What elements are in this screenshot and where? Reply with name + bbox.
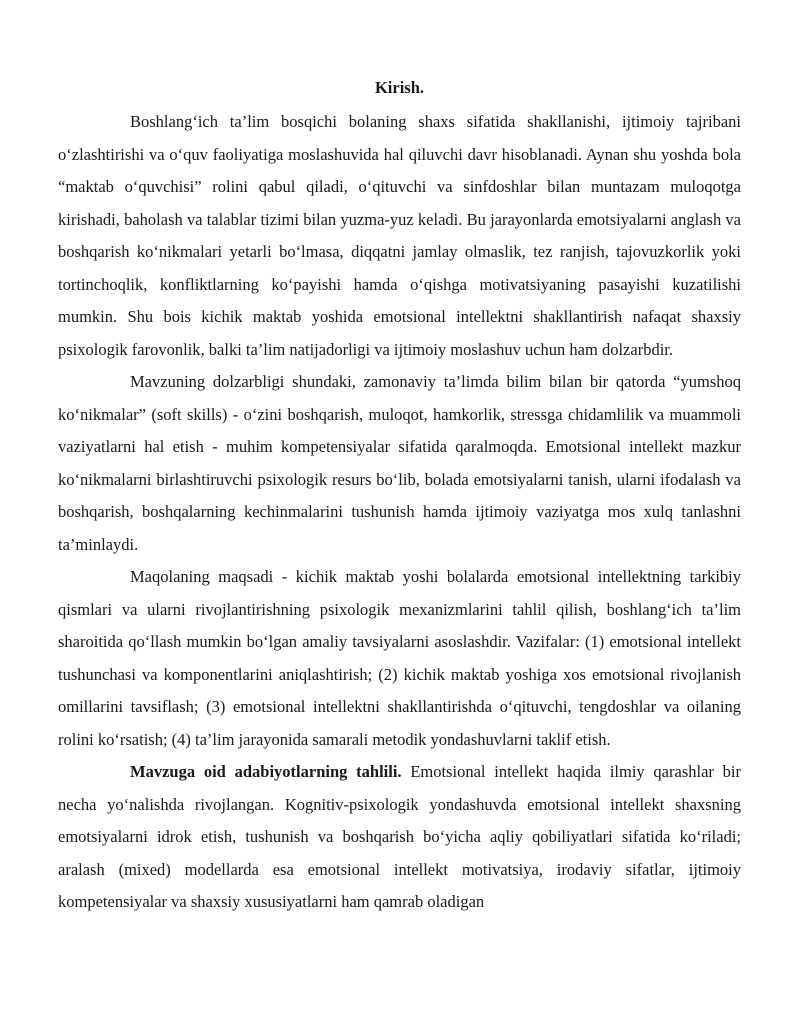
paragraph-literature-review — [58, 756, 741, 919]
paragraph-relevance: Mavzuning dolzarbligi shundaki, zamonaviy ta’limda bilim bilan bir qatorda “yumshoq ko‘nikmalar” (soft skills) - o‘zini boshqarish, muloqot, hamkorlik, stressga chidamlilik va muammoli vaziyatlarni hal etish - muhim kompetensiyalar sifatida qaralmoqda. Emotsional intellekt mazkur ko‘nikmalarni birlashtiruvchi psixologik resurs bo‘lib, bolada emotsiyalarni tanish, ularni ifodalash va boshqarish, boshqalarning kechinmalarini tushunish hamda ijtimoiy vaziyatga mos xulq tanlashni ta’minlaydi. — [58, 372, 741, 554]
literature-text: Emotsional intellekt haqida ilmiy qarashlar bir necha yo‘nalishda rivojlangan. Kognitiv-psixologik yondashuvda emotsional intellekt shaxsning emotsiyalarni idrok etish, tushunish va boshqarish bo‘yicha aqliy qobiliyatlari sifatida ko‘riladi; aralash (mixed) modellarda esa emotsional intellekt motivatsiya, irodaviy sifatlar, ijtimoiy kompetensiyalar va shaxsiy xususiyatlarni ham qamrab oladigan — [58, 762, 741, 911]
page-title: Kirish. — [374, 78, 425, 97]
section-heading: Mavzuga oid adabiyotlarning tahlili. — [130, 762, 402, 781]
document-page — [58, 69, 741, 919]
paragraph-goals: Maqolaning maqsadi - kichik maktab yoshi bolalarda emotsional intellektning tarkibiy qismlari va ularni rivojlantirishning psixologik mexanizmlarini tahlil qilish, boshlang‘ich ta’lim sharoitida qo‘llash mumkin bo‘lgan amaliy tavsiyalarni asoslashdir. Vazifalar: (1) emotsional intellekt tushunchasi va komponentlarini aniqlashtirish; (2) kichik maktab yoshiga xos emotsional rivojlanish omillarini tavsiflash; (3) emotsional intellektni shakllantirishda o‘qituvchi, tengdoshlar va oilaning rolini ko‘rsatish; (4) ta’lim jarayonida samarali metodik yondashuvlarni taklif etish. — [58, 567, 741, 749]
paragraph-introduction: Boshlang‘ich ta’lim bosqichi bolaning shaxs sifatida shakllanishi, ijtimoiy tajribani o‘zlashtirishi va o‘quv faoliyatiga moslashuvida hal qiluvchi davr hisoblanadi. Aynan shu yoshda bola “maktab o‘quvchisi” rolini qabul qiladi, o‘qituvchi va sinfdoshlar bilan muntazam muloqotga kirishadi, baholash va talablar tizimi bilan yuzma-yuz keladi. Bu jarayonlarda emotsiyalarni anglash va boshqarish ko‘nikmalari yetarli bo‘lmasa, diqqatni jamlay olmaslik, tez ranjish, tajovuzkorlik yoki tortinchoqlik, konfliktlarning ko‘payishi hamda o‘qishga motivatsiyaning pasayishi kuzatilishi mumkin. Shu bois kichik maktab yoshida emotsional intellektni shakllantirish nafaqat shaxsiy psixologik farovonlik, balki ta’lim natijadorligi va ijtimoiy moslashuv uchun ham dolzarbdir. — [58, 112, 741, 359]
